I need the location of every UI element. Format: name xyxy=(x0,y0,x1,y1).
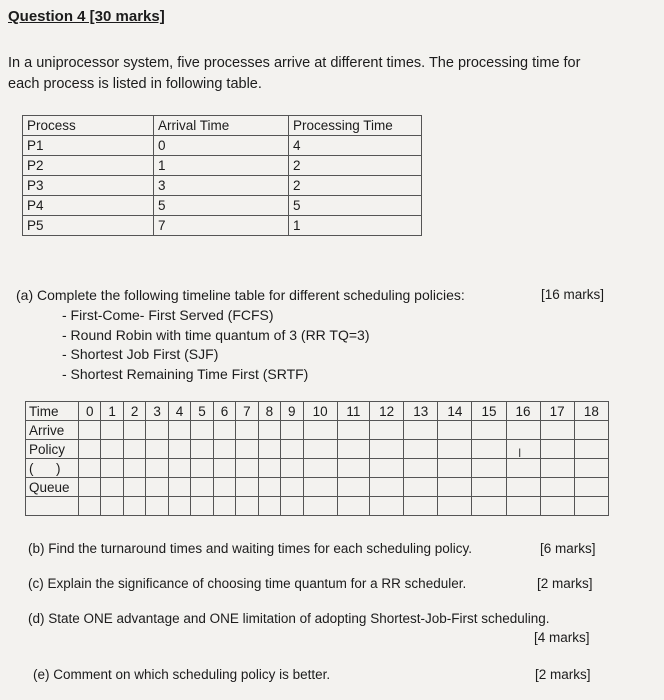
processing-cell: 5 xyxy=(289,196,422,216)
process-cell: P2 xyxy=(23,156,154,176)
time-cell: 3 xyxy=(146,402,168,421)
question-e-marks: [2 marks] xyxy=(535,667,591,682)
timeline-table xyxy=(25,401,609,516)
question-d: (d) State ONE advantage and ONE limitation of adopting Shortest-Job-First scheduling. xyxy=(28,611,550,626)
header-processing-time: Processing Time xyxy=(289,116,422,136)
table-row xyxy=(23,156,422,176)
arrival-cell: 7 xyxy=(154,216,289,236)
question-b-marks: [6 marks] xyxy=(540,541,596,556)
question-c: (c) Explain the significance of choosing time quantum for a RR scheduler. xyxy=(28,576,467,591)
question-c-marks: [2 marks] xyxy=(537,576,593,591)
time-cell: 2 xyxy=(123,402,145,421)
table-row xyxy=(23,216,422,236)
policy-sjf: - Shortest Job First (SJF) xyxy=(62,346,219,362)
policy-srtf: - Shortest Remaining Time First (SRTF) xyxy=(62,366,309,382)
table-row xyxy=(23,176,422,196)
processing-cell: 2 xyxy=(289,156,422,176)
time-cell: 9 xyxy=(281,402,303,421)
intro-line-1: In a uniprocessor system, five processes arrive at different times. The processing time for xyxy=(8,55,581,71)
processing-cell: 4 xyxy=(289,136,422,156)
arrival-cell: 3 xyxy=(154,176,289,196)
time-cell: 7 xyxy=(236,402,258,421)
policy-name-row xyxy=(26,459,609,478)
table-header-row xyxy=(23,116,422,136)
queue-row xyxy=(26,478,609,497)
processing-cell: 2 xyxy=(289,176,422,196)
table-row xyxy=(23,136,422,156)
time-cell: 13 xyxy=(404,402,438,421)
text-cursor-icon: I xyxy=(518,446,522,460)
question-d-marks: [4 marks] xyxy=(534,630,590,645)
processing-cell: 1 xyxy=(289,216,422,236)
arrival-cell: 5 xyxy=(154,196,289,216)
policy-paren: ( ) xyxy=(26,459,79,478)
queue-extra-row xyxy=(26,497,609,516)
process-table xyxy=(22,115,422,236)
time-cell: 14 xyxy=(438,402,472,421)
part-a-text: (a) Complete the following timeline table for different scheduling policies: xyxy=(16,287,465,303)
time-cell: 16 xyxy=(506,402,540,421)
arrival-cell: 1 xyxy=(154,156,289,176)
time-cell: 10 xyxy=(303,402,337,421)
time-cell: 15 xyxy=(472,402,506,421)
process-cell: P5 xyxy=(23,216,154,236)
time-cell: 4 xyxy=(168,402,190,421)
intro-line-2: each process is listed in following table. xyxy=(8,76,262,92)
arrive-row xyxy=(26,421,609,440)
part-a-marks: [16 marks] xyxy=(541,287,605,302)
question-title: Question 4 [30 marks] xyxy=(8,8,165,25)
question-e: (e) Comment on which scheduling policy is better. xyxy=(33,667,331,682)
arrival-cell: 0 xyxy=(154,136,289,156)
time-cell: 6 xyxy=(213,402,235,421)
time-cell: 12 xyxy=(370,402,404,421)
policy-label: Policy xyxy=(26,440,79,459)
time-cell: 0 xyxy=(79,402,101,421)
header-arrival-time: Arrival Time xyxy=(154,116,289,136)
process-cell: P3 xyxy=(23,176,154,196)
process-cell: P1 xyxy=(23,136,154,156)
policy-rr: - Round Robin with time quantum of 3 (RR TQ=3) xyxy=(62,327,370,343)
policy-fcfs: - First-Come- First Served (FCFS) xyxy=(62,307,274,323)
table-row xyxy=(23,196,422,216)
time-cell: 5 xyxy=(191,402,213,421)
queue-label: Queue xyxy=(26,478,79,497)
time-cell: 8 xyxy=(258,402,280,421)
time-cell: 18 xyxy=(574,402,608,421)
time-cell: 17 xyxy=(540,402,574,421)
process-cell: P4 xyxy=(23,196,154,216)
time-label: Time xyxy=(26,402,79,421)
time-cell: 11 xyxy=(337,402,370,421)
time-cell: 1 xyxy=(101,402,123,421)
question-b: (b) Find the turnaround times and waiting times for each scheduling policy. xyxy=(28,541,472,556)
time-row xyxy=(26,402,609,421)
header-process: Process xyxy=(23,116,154,136)
arrive-label: Arrive xyxy=(26,421,79,440)
